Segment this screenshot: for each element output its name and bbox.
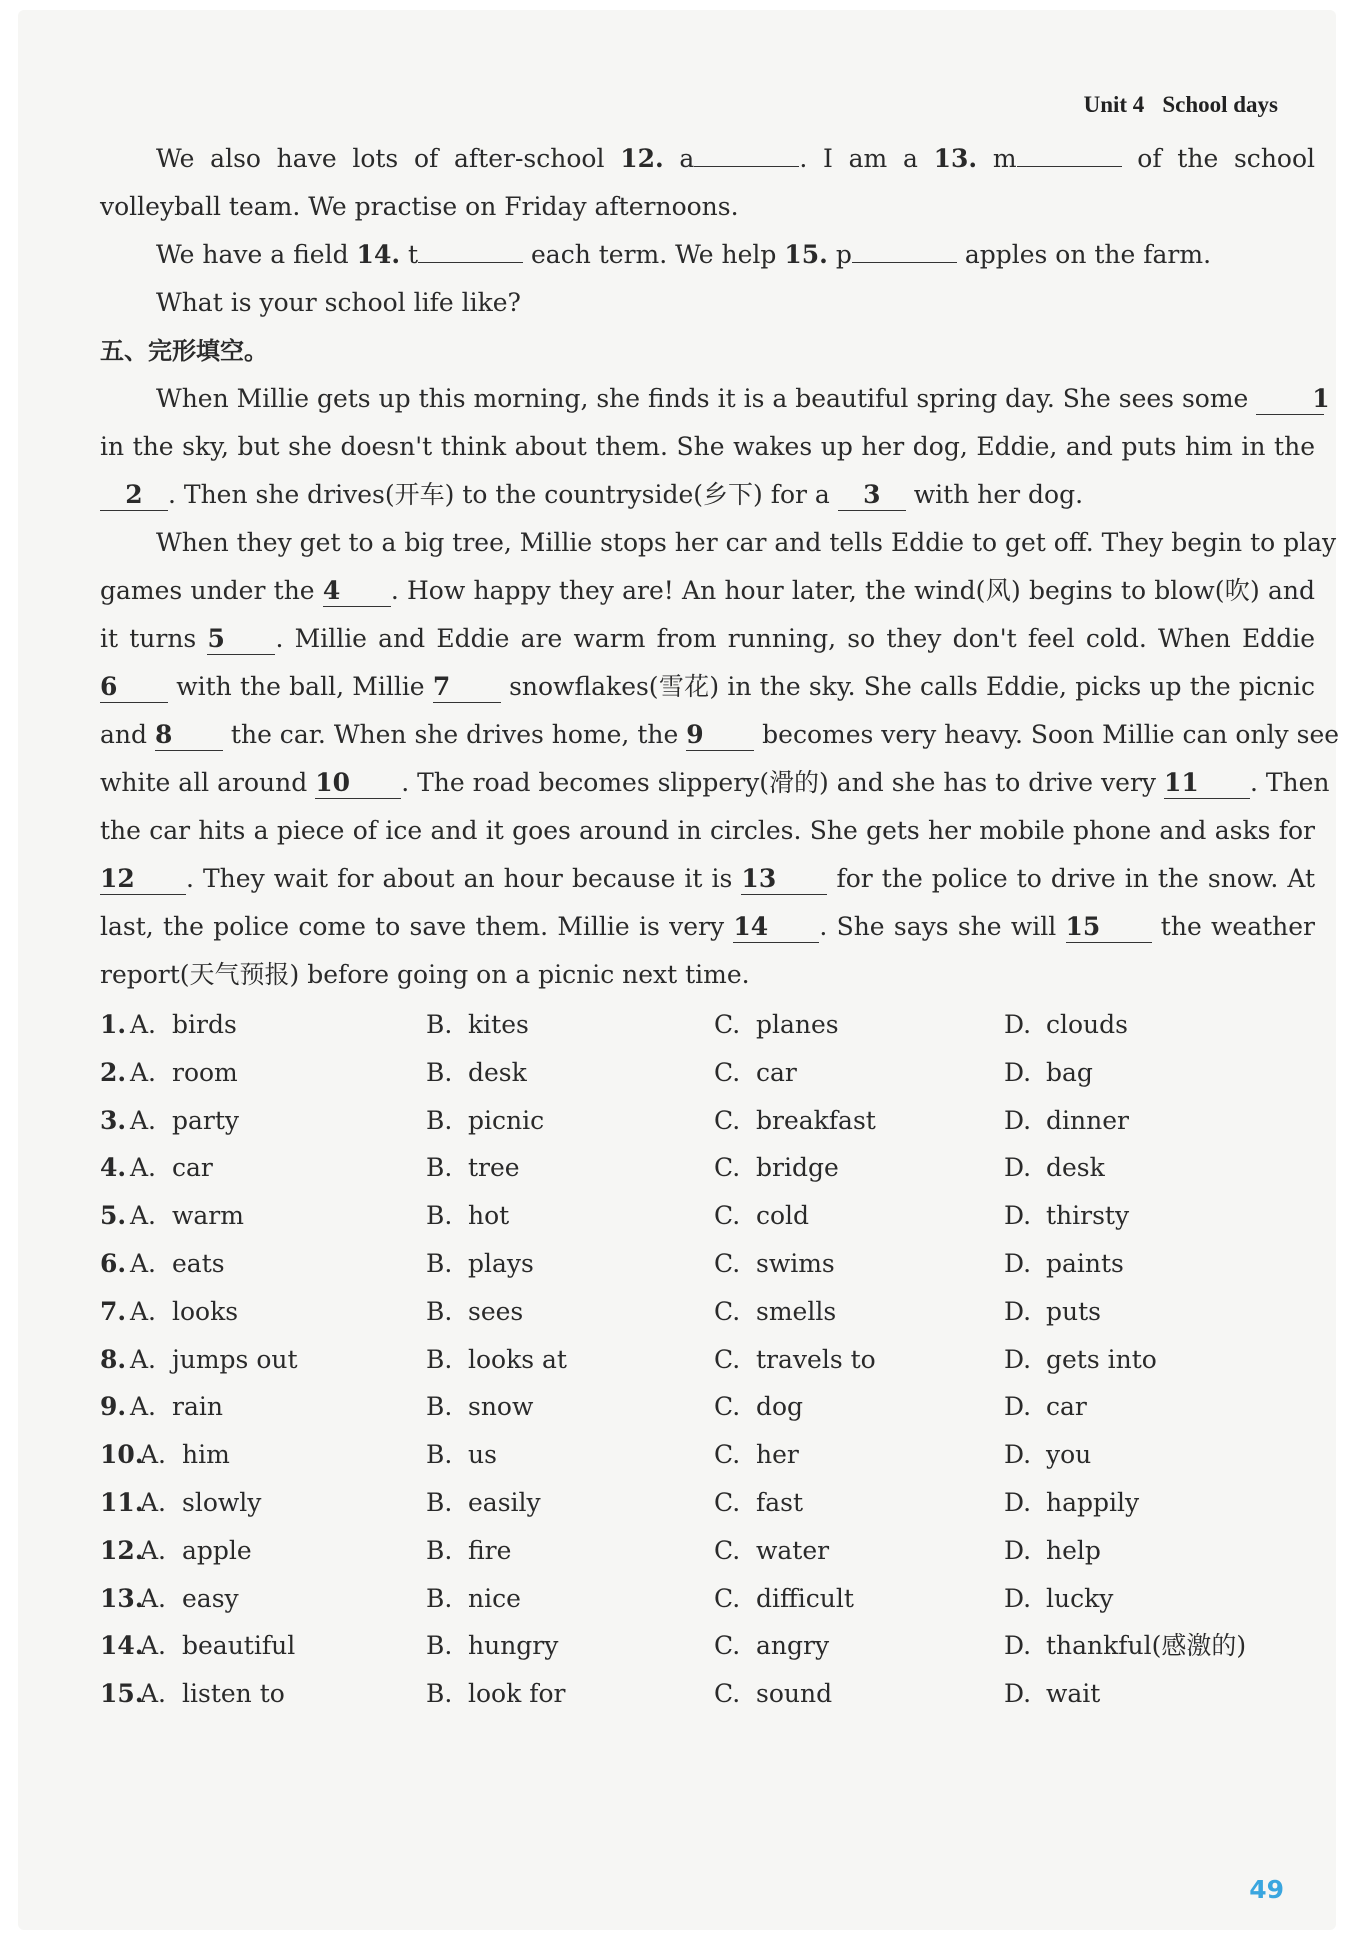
option-letter: D. (1004, 1201, 1032, 1231)
option-text: angry (756, 1631, 830, 1661)
option-letter: B. (426, 1440, 453, 1470)
option-c[interactable] (714, 1144, 839, 1192)
option-letter: C. (714, 1296, 741, 1326)
text: We have a field (156, 240, 349, 269)
option-letter: A. (130, 1344, 157, 1374)
option-letter: C. (714, 1631, 741, 1661)
option-letter: B. (426, 1679, 453, 1709)
option-text: easy (182, 1583, 239, 1613)
item-number: 13. (933, 144, 978, 173)
option-text: kites (468, 1010, 529, 1039)
option-b[interactable] (426, 1336, 567, 1384)
option-d[interactable] (1004, 1575, 1113, 1623)
option-letter: D. (1004, 1487, 1032, 1517)
cloze-blank-7[interactable]: 7 (433, 672, 501, 703)
option-d[interactable] (1004, 1097, 1129, 1145)
option-b[interactable] (426, 1001, 529, 1049)
option-text: plays (468, 1248, 534, 1278)
question-number: 13. (100, 1583, 144, 1613)
option-text: help (1046, 1535, 1101, 1565)
option-letter: C. (714, 1105, 741, 1135)
option-c[interactable] (714, 1622, 829, 1670)
option-letter: D. (1004, 1344, 1032, 1374)
text: We also have lots of after-school (156, 144, 605, 173)
question-number: 6. (100, 1248, 127, 1278)
text: the weather (1160, 912, 1316, 941)
option-letter: B. (426, 1344, 453, 1374)
answer-options (100, 1001, 1315, 1718)
option-a[interactable] (140, 1431, 230, 1479)
option-b[interactable] (426, 1240, 534, 1288)
option-text: swims (756, 1248, 835, 1278)
option-c[interactable] (714, 1097, 876, 1145)
text: games under the (100, 576, 315, 605)
text: . Then (1249, 768, 1330, 797)
option-text: birds (172, 1010, 237, 1039)
option-row (100, 1001, 1315, 1049)
option-letter: D. (1004, 1057, 1032, 1087)
option-text: picnic (468, 1105, 545, 1135)
option-text: car (172, 1153, 213, 1183)
option-b[interactable] (426, 1479, 541, 1527)
option-text: gets into (1046, 1344, 1157, 1374)
option-b[interactable] (426, 1622, 558, 1670)
option-text: fire (468, 1535, 512, 1565)
option-text: listen to (182, 1679, 285, 1709)
question-number: 12. (100, 1535, 144, 1565)
option-letter: D. (1004, 1248, 1032, 1278)
passage-line (100, 567, 1315, 615)
option-text: water (756, 1535, 830, 1565)
option-b[interactable] (426, 1575, 521, 1623)
option-text: eats (172, 1248, 225, 1278)
option-c[interactable] (714, 1049, 797, 1097)
option-text: smells (756, 1296, 837, 1326)
option-text: beautiful (182, 1631, 296, 1661)
option-row (100, 1670, 1315, 1718)
option-letter: C. (714, 1057, 741, 1087)
option-text: us (468, 1440, 497, 1470)
question-number: 15. (100, 1679, 144, 1709)
text: . The road becomes slippery(滑的) and she has to drive very (401, 768, 1157, 797)
option-text: paints (1046, 1248, 1124, 1278)
option-letter: B. (426, 1631, 453, 1661)
question-number: 11. (100, 1487, 144, 1517)
option-b[interactable] (426, 1288, 523, 1336)
option-letter: A. (140, 1535, 167, 1565)
option-text: room (172, 1057, 238, 1087)
answer-blank-13[interactable] (1017, 166, 1122, 167)
option-text: car (756, 1057, 797, 1087)
cloze-blank-13[interactable]: 13 (741, 864, 827, 895)
option-text: looks at (468, 1344, 567, 1374)
option-letter: D. (1004, 1679, 1032, 1709)
option-d[interactable] (1004, 1192, 1129, 1240)
hint-letter: a (679, 144, 695, 173)
option-a[interactable] (130, 1383, 223, 1431)
option-text: warm (172, 1201, 244, 1231)
text: the car. When she drives home, the (230, 720, 679, 749)
question-number: 2. (100, 1057, 127, 1087)
option-row (100, 1144, 1315, 1192)
option-text: her (756, 1440, 799, 1470)
question-number: 3. (100, 1105, 127, 1135)
text: each term. We help (531, 240, 777, 269)
option-c[interactable] (714, 1336, 876, 1384)
option-c[interactable] (714, 1383, 803, 1431)
option-letter: C. (714, 1679, 741, 1709)
passage-line (100, 663, 1315, 711)
option-text: happily (1046, 1487, 1140, 1517)
option-letter: C. (714, 1248, 741, 1278)
answer-blank-14[interactable] (418, 262, 523, 263)
option-text: hungry (468, 1631, 559, 1661)
text: snowflakes(雪花) in the sky. She calls Eddie, picks up the picnic (509, 672, 1316, 701)
cloze-blank-4[interactable]: 4 (323, 576, 391, 607)
option-d[interactable] (1004, 1670, 1100, 1718)
question-number: 14. (100, 1631, 144, 1661)
option-text: clouds (1046, 1010, 1128, 1039)
option-letter: B. (426, 1296, 453, 1326)
question-number: 7. (100, 1296, 127, 1326)
option-letter: A. (130, 1296, 157, 1326)
cloze-blank-11[interactable]: 11 (1164, 768, 1250, 799)
option-letter: B. (426, 1201, 453, 1231)
option-letter: C. (714, 1010, 741, 1039)
option-text: sees (468, 1296, 524, 1326)
option-d[interactable] (1004, 1622, 1246, 1670)
text: of the school (1137, 144, 1316, 173)
option-text: travels to (756, 1344, 876, 1374)
cloze-blank-1[interactable]: 1 (1256, 384, 1324, 415)
text: with the ball, Millie (176, 672, 425, 701)
question-number: 5. (100, 1201, 127, 1231)
option-text: bag (1046, 1057, 1093, 1087)
option-row (100, 1479, 1315, 1527)
option-c[interactable] (714, 1431, 799, 1479)
option-a[interactable] (140, 1670, 285, 1718)
option-row (100, 1383, 1315, 1431)
option-text: thirsty (1046, 1201, 1130, 1231)
question-number: 9. (100, 1392, 127, 1422)
option-row (100, 1622, 1315, 1670)
option-a[interactable] (140, 1479, 261, 1527)
option-text: party (172, 1105, 240, 1135)
option-text: breakfast (756, 1105, 876, 1135)
unit-title: School days (1162, 92, 1278, 117)
text: . She says she will (819, 912, 1057, 941)
section-title: 五、完形填空。 (100, 337, 268, 365)
option-letter: A. (140, 1679, 167, 1709)
option-row (100, 1192, 1315, 1240)
option-text: car (1046, 1392, 1087, 1422)
option-letter: B. (426, 1487, 453, 1517)
option-text: sound (756, 1679, 833, 1709)
option-text: dog (756, 1392, 804, 1422)
option-d[interactable] (1004, 1527, 1101, 1575)
passage-line: in the sky, but she doesn't think about them. She wakes up her dog, Eddie, and puts him in the (100, 432, 1315, 461)
cloze-blank-15[interactable]: 15 (1066, 912, 1152, 943)
option-text: puts (1046, 1296, 1101, 1326)
option-letter: D. (1004, 1010, 1032, 1039)
option-c[interactable] (714, 1575, 854, 1623)
option-letter: A. (140, 1583, 167, 1613)
option-text: slowly (182, 1487, 262, 1517)
option-letter: D. (1004, 1392, 1032, 1422)
option-text: cold (756, 1201, 810, 1231)
question-number: 1. (100, 1010, 127, 1039)
hint-letter: p (835, 240, 852, 269)
option-a[interactable] (130, 1001, 237, 1049)
option-letter: D. (1004, 1153, 1032, 1183)
question-number: 8. (100, 1344, 127, 1374)
option-row (100, 1527, 1315, 1575)
option-b[interactable] (426, 1527, 511, 1575)
option-c[interactable] (714, 1479, 803, 1527)
item-number: 12. (620, 144, 664, 173)
option-d[interactable] (1004, 1049, 1093, 1097)
option-text: fast (756, 1487, 804, 1517)
option-b[interactable] (426, 1049, 527, 1097)
option-letter: A. (130, 1010, 157, 1039)
option-text: lucky (1046, 1583, 1114, 1613)
text: apples on the farm. (964, 240, 1212, 269)
option-text: tree (468, 1153, 520, 1183)
option-text: nice (468, 1583, 521, 1613)
unit-label: Unit 4 (1083, 92, 1145, 117)
option-letter: A. (130, 1392, 157, 1422)
option-text: snow (468, 1392, 534, 1422)
option-letter: B. (426, 1535, 453, 1565)
option-letter: C. (714, 1344, 741, 1374)
question-number: 4. (100, 1153, 127, 1183)
option-text: difficult (756, 1583, 854, 1613)
option-text: look for (468, 1679, 566, 1709)
option-b[interactable] (426, 1670, 565, 1718)
option-d[interactable] (1004, 1336, 1157, 1384)
option-text: easily (468, 1487, 541, 1517)
cloze-blank-2[interactable]: 2 (100, 480, 168, 511)
cloze-blank-8[interactable]: 8 (155, 720, 223, 751)
passage-line (100, 615, 1315, 663)
option-text: him (182, 1440, 230, 1470)
option-letter: B. (426, 1583, 453, 1613)
option-row (100, 1240, 1315, 1288)
option-row (100, 1336, 1315, 1384)
text: for the police to drive in the snow. At (836, 864, 1315, 893)
text-line: volleyball team. We practise on Friday afternoons. (100, 192, 739, 221)
option-a[interactable] (130, 1288, 238, 1336)
option-b[interactable] (426, 1192, 509, 1240)
option-d[interactable] (1004, 1383, 1087, 1431)
option-letter: C. (714, 1583, 741, 1613)
option-row (100, 1288, 1315, 1336)
answer-blank-12[interactable] (694, 166, 799, 167)
option-text: hot (468, 1201, 510, 1231)
cloze-blank-9[interactable]: 9 (686, 720, 754, 751)
option-a[interactable] (130, 1097, 239, 1145)
option-text: desk (468, 1057, 527, 1087)
option-letter: B. (426, 1392, 453, 1422)
option-a[interactable] (130, 1240, 225, 1288)
option-text: apple (182, 1535, 252, 1565)
option-row (100, 1575, 1315, 1623)
option-letter: A. (140, 1440, 167, 1470)
text-line: What is your school life like? (156, 288, 521, 317)
text: white all around (100, 768, 308, 797)
page-content (100, 135, 1340, 1718)
option-c[interactable] (714, 1240, 835, 1288)
option-text: desk (1046, 1153, 1105, 1183)
option-c[interactable] (714, 1527, 829, 1575)
option-d[interactable] (1004, 1240, 1124, 1288)
text-line (100, 135, 1315, 183)
passage-line (100, 903, 1315, 951)
option-letter: C. (714, 1201, 741, 1231)
option-letter: C. (714, 1487, 741, 1517)
option-letter: D. (1004, 1631, 1032, 1661)
passage-line (100, 711, 1340, 759)
option-text: dinner (1046, 1105, 1129, 1135)
text: . I am a (799, 144, 918, 173)
text: it turns (100, 624, 197, 653)
option-a[interactable] (140, 1527, 252, 1575)
item-number: 14. (356, 240, 401, 269)
text: . How happy they are! An hour later, the wind(风) begins to blow(吹) and (390, 576, 1315, 605)
option-letter: D. (1004, 1583, 1032, 1613)
text: . They wait for about an hour because it is (186, 864, 733, 893)
option-c[interactable] (714, 1288, 836, 1336)
option-text: looks (172, 1296, 239, 1326)
passage-line (100, 759, 1330, 807)
option-text: bridge (756, 1153, 839, 1183)
option-c[interactable] (714, 1001, 839, 1049)
option-text: thankful(感激的) (1046, 1631, 1247, 1661)
option-text: jumps out (172, 1344, 298, 1374)
option-d[interactable] (1004, 1431, 1091, 1479)
option-row (100, 1431, 1315, 1479)
option-text: planes (756, 1010, 839, 1039)
option-letter: A. (130, 1248, 157, 1278)
option-letter: B. (426, 1153, 453, 1183)
cloze-blank-6[interactable]: 6 (100, 672, 168, 703)
cloze-blank-10[interactable]: 10 (315, 768, 401, 799)
cloze-blank-5[interactable]: 5 (207, 624, 275, 655)
text: with her dog. (913, 480, 1084, 509)
option-a[interactable] (130, 1192, 244, 1240)
option-d[interactable] (1004, 1001, 1128, 1049)
option-letter: B. (426, 1010, 453, 1039)
option-letter: A. (130, 1057, 157, 1087)
option-letter: C. (714, 1535, 741, 1565)
option-letter: B. (426, 1248, 453, 1278)
option-letter: C. (714, 1440, 741, 1470)
option-b[interactable] (426, 1431, 497, 1479)
answer-blank-15[interactable] (852, 262, 957, 263)
hint-letter: m (992, 144, 1017, 173)
option-letter: B. (426, 1105, 453, 1135)
passage-line: report(天气预报) before going on a picnic next time. (100, 960, 750, 989)
option-a[interactable] (140, 1575, 239, 1623)
text: and (100, 720, 148, 749)
option-letter: D. (1004, 1535, 1032, 1565)
option-c[interactable] (714, 1192, 809, 1240)
workbook-page (18, 10, 1340, 1930)
option-a[interactable] (140, 1622, 295, 1670)
option-letter: D. (1004, 1105, 1032, 1135)
passage-line (100, 471, 1315, 519)
page-number: 49 (1249, 1875, 1284, 1904)
text: becomes very heavy. Soon Millie can only see (762, 720, 1340, 749)
option-b[interactable] (426, 1144, 520, 1192)
option-letter: A. (140, 1631, 167, 1661)
option-d[interactable] (1004, 1144, 1105, 1192)
hint-letter: t (408, 240, 419, 269)
cloze-blank-14[interactable]: 14 (733, 912, 819, 943)
passage-line (100, 855, 1315, 903)
option-row (100, 1097, 1315, 1145)
passage-line: When they get to a big tree, Millie stops her car and tells Eddie to get off. They begin to play (156, 528, 1337, 557)
text: . Millie and Eddie are warm from running, so they don't feel cold. When Eddie (275, 624, 1315, 653)
text-line (100, 231, 1315, 279)
option-d[interactable] (1004, 1288, 1101, 1336)
option-letter: A. (130, 1201, 157, 1231)
text: When Millie gets up this morning, she finds it is a beautiful spring day. She sees some (156, 384, 1249, 413)
option-a[interactable] (130, 1049, 238, 1097)
option-c[interactable] (714, 1670, 832, 1718)
item-number: 15. (784, 240, 828, 269)
option-letter: B. (426, 1057, 453, 1087)
option-letter: C. (714, 1153, 741, 1183)
option-letter: D. (1004, 1440, 1032, 1470)
option-letter: A. (140, 1487, 167, 1517)
passage-line: the car hits a piece of ice and it goes around in circles. She gets her mobile phone and asks for (100, 816, 1315, 845)
option-row (100, 1049, 1315, 1097)
option-letter: D. (1004, 1296, 1032, 1326)
question-number: 10. (100, 1440, 144, 1470)
option-text: wait (1046, 1679, 1101, 1709)
option-letter: C. (714, 1392, 741, 1422)
text: . Then she drives(开车) to the countryside(乡下) for a (168, 480, 830, 509)
option-b[interactable] (426, 1383, 533, 1431)
option-d[interactable] (1004, 1479, 1139, 1527)
page-header (1084, 92, 1278, 118)
option-letter: A. (130, 1105, 157, 1135)
option-letter: A. (130, 1153, 157, 1183)
text: last, the police come to save them. Millie is very (100, 912, 725, 941)
option-a[interactable] (130, 1336, 298, 1384)
cloze-blank-3[interactable]: 3 (838, 480, 906, 511)
option-b[interactable] (426, 1097, 544, 1145)
option-text: rain (172, 1392, 223, 1422)
option-text: you (1046, 1440, 1092, 1470)
option-a[interactable] (130, 1144, 213, 1192)
cloze-blank-12[interactable]: 12 (100, 864, 186, 895)
passage-line (100, 375, 1330, 423)
